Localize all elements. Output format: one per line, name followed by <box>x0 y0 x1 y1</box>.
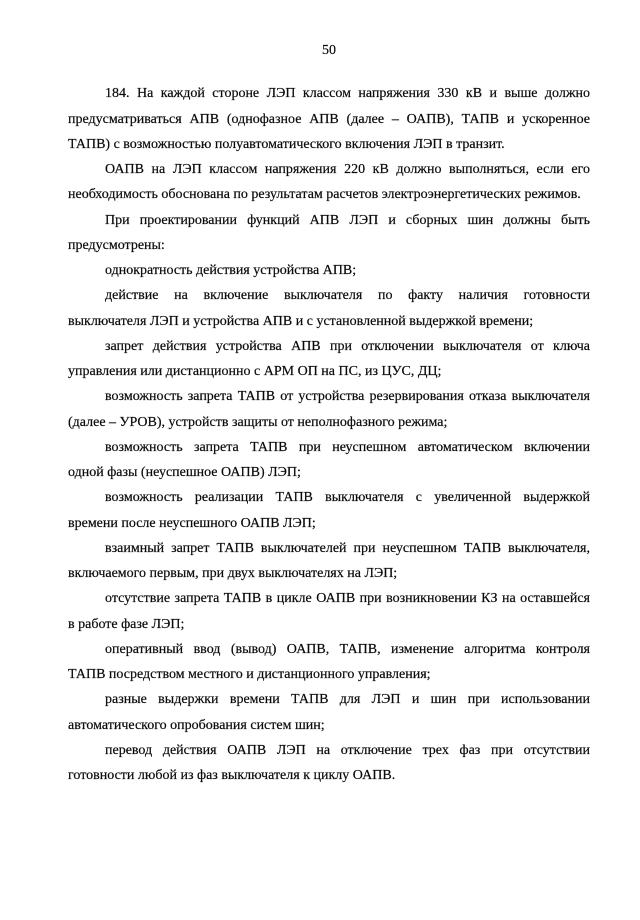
document-body <box>68 81 590 788</box>
list-item <box>68 334 590 385</box>
text-line: отсутствие запрета ТАПВ в цикле ОАПВ при возникновении КЗ на оставшейся <box>105 591 590 607</box>
text-line: времени после неуспешного ОАПВ ЛЭП; <box>68 515 316 531</box>
paragraph-clause-184 <box>68 81 590 157</box>
paragraph-design-intro <box>68 208 590 259</box>
text-line: автоматического опробования систем шин; <box>68 717 325 733</box>
list-item <box>68 435 590 486</box>
text-line: готовности любой из фаз выключателя к циклу ОАПВ. <box>68 768 396 784</box>
page-number: 50 <box>322 43 336 58</box>
text-line: взаимный запрет ТАПВ выключателей при неуспешном ТАПВ выключателя, <box>105 540 590 556</box>
text-line: возможность запрета ТАПВ при неуспешном автоматическом включении <box>105 439 590 455</box>
text-line: необходимость обоснована по результатам расчетов электроэнергетических режимов. <box>68 187 581 203</box>
text-line: ОАПВ на ЛЭП классом напряжения 220 кВ должно выполняться, если его <box>105 162 590 178</box>
text-line: предусматриваться АПВ (однофазное АПВ (далее – ОАПВ), ТАПВ и ускоренное <box>68 111 590 127</box>
text-line: запрет действия устройства АПВ при отключении выключателя от ключа <box>105 338 590 354</box>
text-line: разные выдержки времени ТАПВ для ЛЭП и шин при использовании <box>105 692 590 708</box>
list-item <box>68 637 590 688</box>
list-item <box>68 384 590 435</box>
text-line: ТАПВ посредством местного и дистанционного управления; <box>68 667 431 683</box>
text-line: однократность действия устройства АПВ; <box>105 263 357 279</box>
text-line: возможность реализации ТАПВ выключателя с увеличенной выдержкой <box>105 490 590 506</box>
text-line: действие на включение выключателя по факту наличия готовности <box>105 288 590 304</box>
list-item <box>68 485 590 536</box>
text-line: возможность запрета ТАПВ от устройства резервирования отказа выключателя <box>105 389 590 405</box>
text-line: (далее – УРОВ), устройств защиты от неполнофазного режима; <box>68 414 448 430</box>
text-line: в работе фазе ЛЭП; <box>68 616 185 632</box>
list-item <box>68 738 590 789</box>
paragraph-oapv-220 <box>68 157 590 208</box>
text-line: предусмотрены: <box>68 237 165 253</box>
list-item <box>68 687 590 738</box>
list-item <box>68 586 590 637</box>
text-line: оперативный ввод (вывод) ОАПВ, ТАПВ, изменение алгоритма контроля <box>105 641 590 657</box>
text-line: перевод действия ОАПВ ЛЭП на отключение трех фаз при отсутствии <box>105 742 590 758</box>
text-line: включаемого первым, при двух выключателях на ЛЭП; <box>68 566 398 582</box>
text-line: выключателя ЛЭП и устройства АПВ и с установленной выдержкой времени; <box>68 313 534 329</box>
text-line: ТАПВ) с возможностью полуавтоматического включения ЛЭП в транзит. <box>68 136 505 152</box>
list-item <box>68 536 590 587</box>
text-line: одной фазы (неуспешное ОАПВ) ЛЭП; <box>68 465 301 481</box>
text-line: 184. На каждой стороне ЛЭП классом напряжения 330 кВ и выше должно <box>105 86 590 102</box>
text-line: При проектировании функций АПВ ЛЭП и сборных шин должны быть <box>105 212 590 228</box>
text-line: управления или дистанционно с АРМ ОП на ПС, из ЦУС, ДЦ; <box>68 364 442 380</box>
list-item <box>68 283 590 334</box>
list-item <box>68 258 590 283</box>
